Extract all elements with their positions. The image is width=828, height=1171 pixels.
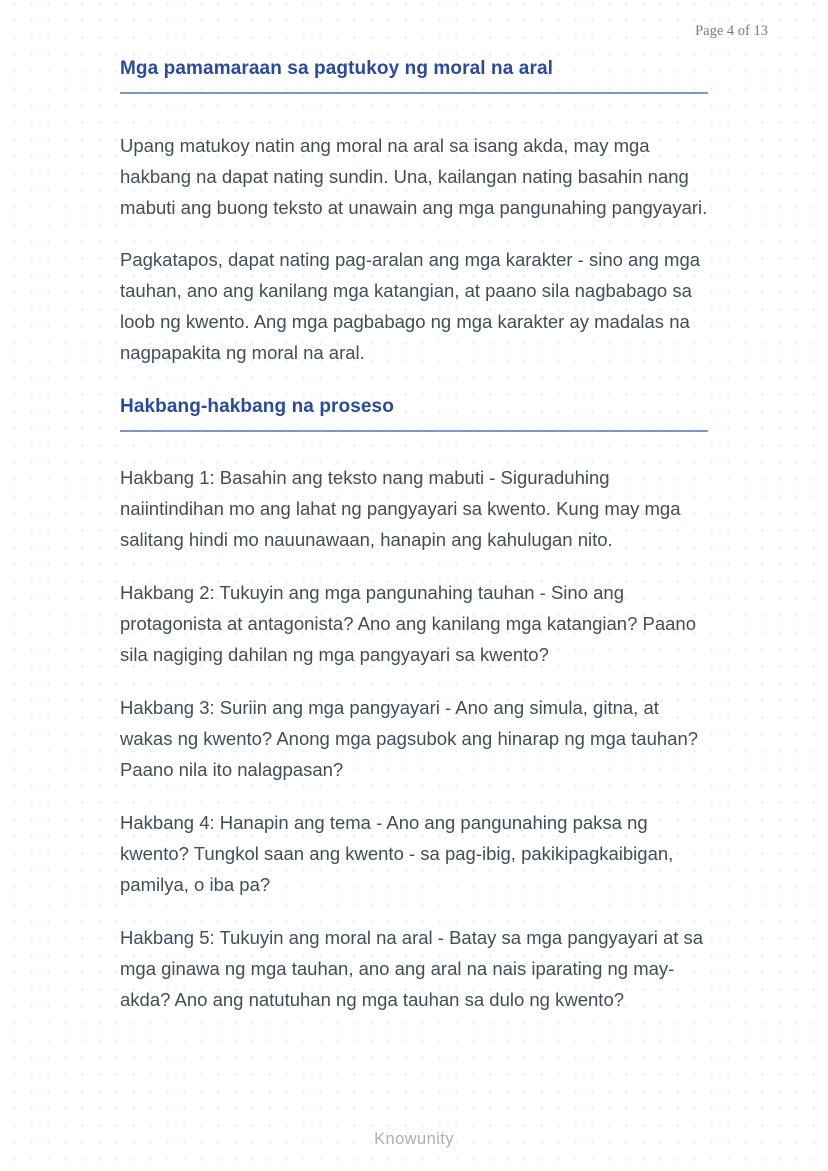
step-paragraph-2: Hakbang 2: Tukuyin ang mga pangunahing tauhan - Sino ang protagonista at antagonista? Ano ang kanilang mga katangian? Paano sila nagiging dahilan ng mga pangyayari sa kwento? — [120, 582, 697, 665]
section-rule — [120, 430, 708, 432]
document-content — [120, 0, 708, 1015]
page-indicator: Page 4 of 13 — [695, 23, 768, 39]
paragraph: Pagkatapos, dapat nating pag-aralan ang mga karakter - sino ang mga tauhan, ano ang kanilang mga katangian, at paano sila nagbabago sa loob ng kwento. Ang mga pagbabago ng mga karakter ay madalas na nagpapakita ng moral na aral. — [120, 249, 701, 363]
section-heading-proseso: Hakbang-hakbang na proseso — [120, 396, 394, 417]
step-paragraph-1: Hakbang 1: Basahin ang teksto nang mabuti - Siguraduhing naiintindihan mo ang lahat ng pangyayari sa kwento. Kung may mga salitang hindi mo nauunawaan, hanapin ang kahulugan nito. — [120, 467, 681, 550]
section-heading-pamamaraan: Mga pamamaraan sa pagtukoy ng moral na aral — [120, 58, 553, 79]
footer-brand: Knowunity — [374, 1130, 454, 1148]
step-paragraph-4: Hakbang 4: Hanapin ang tema - Ano ang pangunahing paksa ng kwento? Tungkol saan ang kwento - sa pag-ibig, pakikipagkaibigan, pamilya, o iba pa? — [120, 812, 674, 895]
step-paragraph-3: Hakbang 3: Suriin ang mga pangyayari - Ano ang simula, gitna, at wakas ng kwento? Anong mga pagsubok ang hinarap ng mga tauhan? Paano nila ito nalagpasan? — [120, 697, 699, 780]
paragraph: Upang matukoy natin ang moral na aral sa isang akda, may mga hakbang na dapat nating sundin. Una, kailangan nating basahin nang mabuti ang buong teksto at unawain ang mga pangunahing pangyayari. — [120, 135, 708, 218]
section-rule — [120, 92, 708, 94]
step-paragraph-5: Hakbang 5: Tukuyin ang moral na aral - Batay sa mga pangyayari at sa mga ginawa ng mga tauhan, ano ang aral na nais iparating ng may-akda? Ano ang natutuhan ng mga tauhan sa dulo ng kwento? — [120, 927, 704, 1010]
